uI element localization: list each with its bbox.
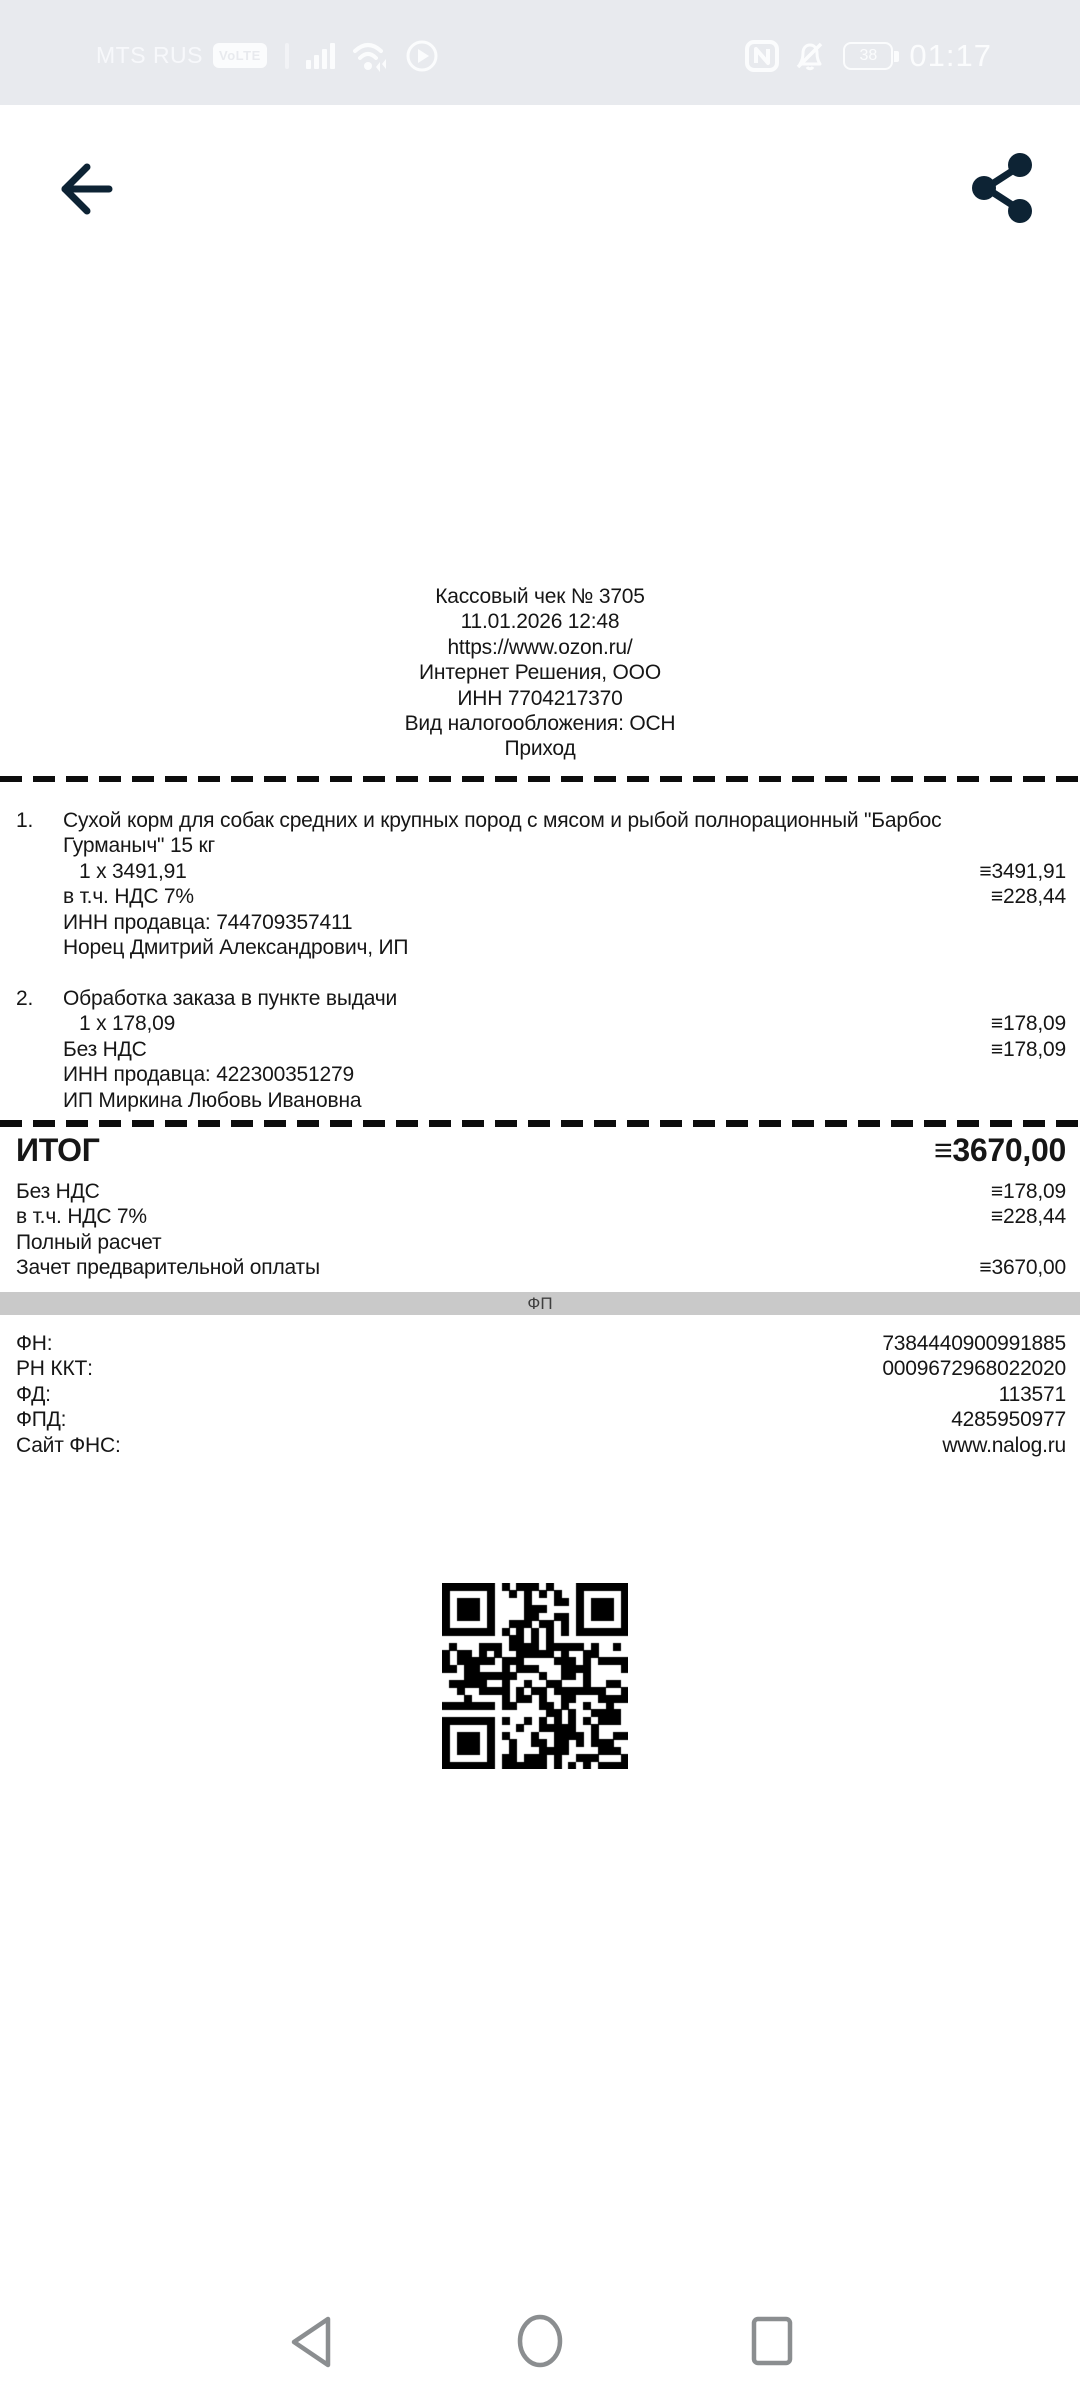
fns-site-value: www.nalog.ru bbox=[942, 1433, 1066, 1457]
receipt-item-2 bbox=[0, 986, 1080, 1113]
item-title: Сухой корм для собак средних и крупных пород с мясом и рыбой полнорационный "Барбос Гурманыч" 15 кг bbox=[63, 809, 942, 858]
item-amount: ≡3491,91 bbox=[979, 859, 1066, 883]
battery-icon bbox=[843, 42, 893, 70]
back-button[interactable] bbox=[55, 158, 115, 220]
item-number: 1. bbox=[16, 809, 34, 832]
payment-type-label: Полный расчет bbox=[16, 1230, 162, 1254]
total-vat7-amount: ≡228,44 bbox=[990, 1205, 1066, 1229]
item-seller-name: ИП Миркина Любовь Ивановна bbox=[63, 1088, 362, 1112]
nav-home-circle-icon[interactable] bbox=[514, 2311, 566, 2371]
status-bar bbox=[0, 0, 1080, 105]
item-qty-price: 1 x 3491,91 bbox=[79, 859, 187, 883]
receipt-url: https://www.ozon.ru/ bbox=[447, 635, 633, 659]
fns-site-label: Сайт ФНС: bbox=[16, 1433, 121, 1457]
clock: 01:17 bbox=[909, 37, 992, 73]
fiscal-details bbox=[16, 1331, 1066, 1458]
navigation-bar bbox=[0, 2280, 1080, 2400]
item-amount: ≡178,09 bbox=[990, 1012, 1066, 1036]
status-bar-right bbox=[731, 38, 992, 74]
receipt-inn: ИНН 7704217370 bbox=[457, 686, 623, 710]
prepayment-label: Зачет предварительной оплаты bbox=[16, 1256, 320, 1280]
signal-bars-icon bbox=[303, 43, 335, 69]
total-no-vat-amount: ≡178,09 bbox=[990, 1180, 1066, 1203]
total-line bbox=[16, 1132, 1066, 1169]
total-details bbox=[16, 1179, 1066, 1281]
receipt-operation-type: Приход bbox=[504, 737, 576, 761]
fn-value: 7384440900991885 bbox=[882, 1332, 1066, 1355]
nav-back-triangle-icon[interactable] bbox=[286, 2313, 336, 2371]
qr-code bbox=[442, 1583, 628, 1769]
fpd-value: 4285950977 bbox=[951, 1408, 1066, 1432]
battery-level: 38 bbox=[859, 46, 878, 64]
item-number: 2. bbox=[16, 987, 34, 1010]
total-vat7-label: в т.ч. НДС 7% bbox=[16, 1205, 147, 1229]
rn-kkt-value: 0009672968022020 bbox=[882, 1357, 1066, 1381]
receipt-seller: Интернет Решения, ООО bbox=[419, 661, 661, 685]
fp-bar: ФП bbox=[0, 1292, 1080, 1315]
receipt-tax-system: Вид налогообложения: ОСН bbox=[404, 712, 676, 736]
item-qty-price: 1 x 178,09 bbox=[79, 1012, 176, 1036]
item-title: Обработка заказа в пункте выдачи bbox=[63, 987, 398, 1010]
dashed-separator bbox=[0, 1120, 1080, 1127]
item-vat: в т.ч. НДС 7% bbox=[63, 885, 194, 909]
dashed-separator bbox=[0, 776, 1080, 782]
play-circle-icon bbox=[405, 39, 439, 73]
wifi-icon bbox=[351, 40, 389, 72]
back-arrow-icon bbox=[55, 158, 115, 220]
item-vat-amount: ≡178,09 bbox=[990, 1037, 1066, 1061]
notifications-off-icon bbox=[793, 39, 827, 73]
share-icon bbox=[968, 150, 1040, 226]
volte-badge: VoLTE bbox=[213, 43, 267, 68]
status-bar-left bbox=[96, 39, 439, 73]
total-no-vat-label: Без НДС bbox=[16, 1180, 100, 1203]
receipt-item-1 bbox=[0, 808, 1080, 960]
item-seller-inn: ИНН продавца: 422300351279 bbox=[63, 1063, 354, 1087]
receipt-datetime: 11.01.2026 12:48 bbox=[460, 610, 620, 634]
item-seller-inn: ИНН продавца: 744709357411 bbox=[63, 910, 353, 934]
fd-value: 113571 bbox=[998, 1382, 1066, 1406]
fd-label: ФД: bbox=[16, 1382, 51, 1406]
receipt-number: Кассовый чек № 3705 bbox=[435, 585, 645, 608]
total-amount: ≡3670,00 bbox=[934, 1132, 1066, 1168]
share-button[interactable] bbox=[968, 150, 1040, 226]
receipt-header bbox=[0, 584, 1080, 762]
rn-kkt-label: РН ККТ: bbox=[16, 1357, 93, 1381]
item-seller-name: Норец Дмитрий Александрович, ИП bbox=[63, 936, 409, 960]
item-vat-amount: ≡228,44 bbox=[990, 885, 1066, 909]
carrier-label: MTS RUS bbox=[96, 42, 203, 68]
nav-recents-square-icon[interactable] bbox=[750, 2315, 794, 2367]
prepayment-amount: ≡3670,00 bbox=[979, 1256, 1066, 1280]
signal-divider-icon bbox=[285, 43, 289, 69]
total-label: ИТОГ bbox=[16, 1132, 100, 1168]
item-vat: Без НДС bbox=[63, 1037, 147, 1061]
fn-label: ФН: bbox=[16, 1332, 53, 1355]
fpd-label: ФПД: bbox=[16, 1408, 67, 1432]
nfc-icon bbox=[745, 40, 779, 72]
